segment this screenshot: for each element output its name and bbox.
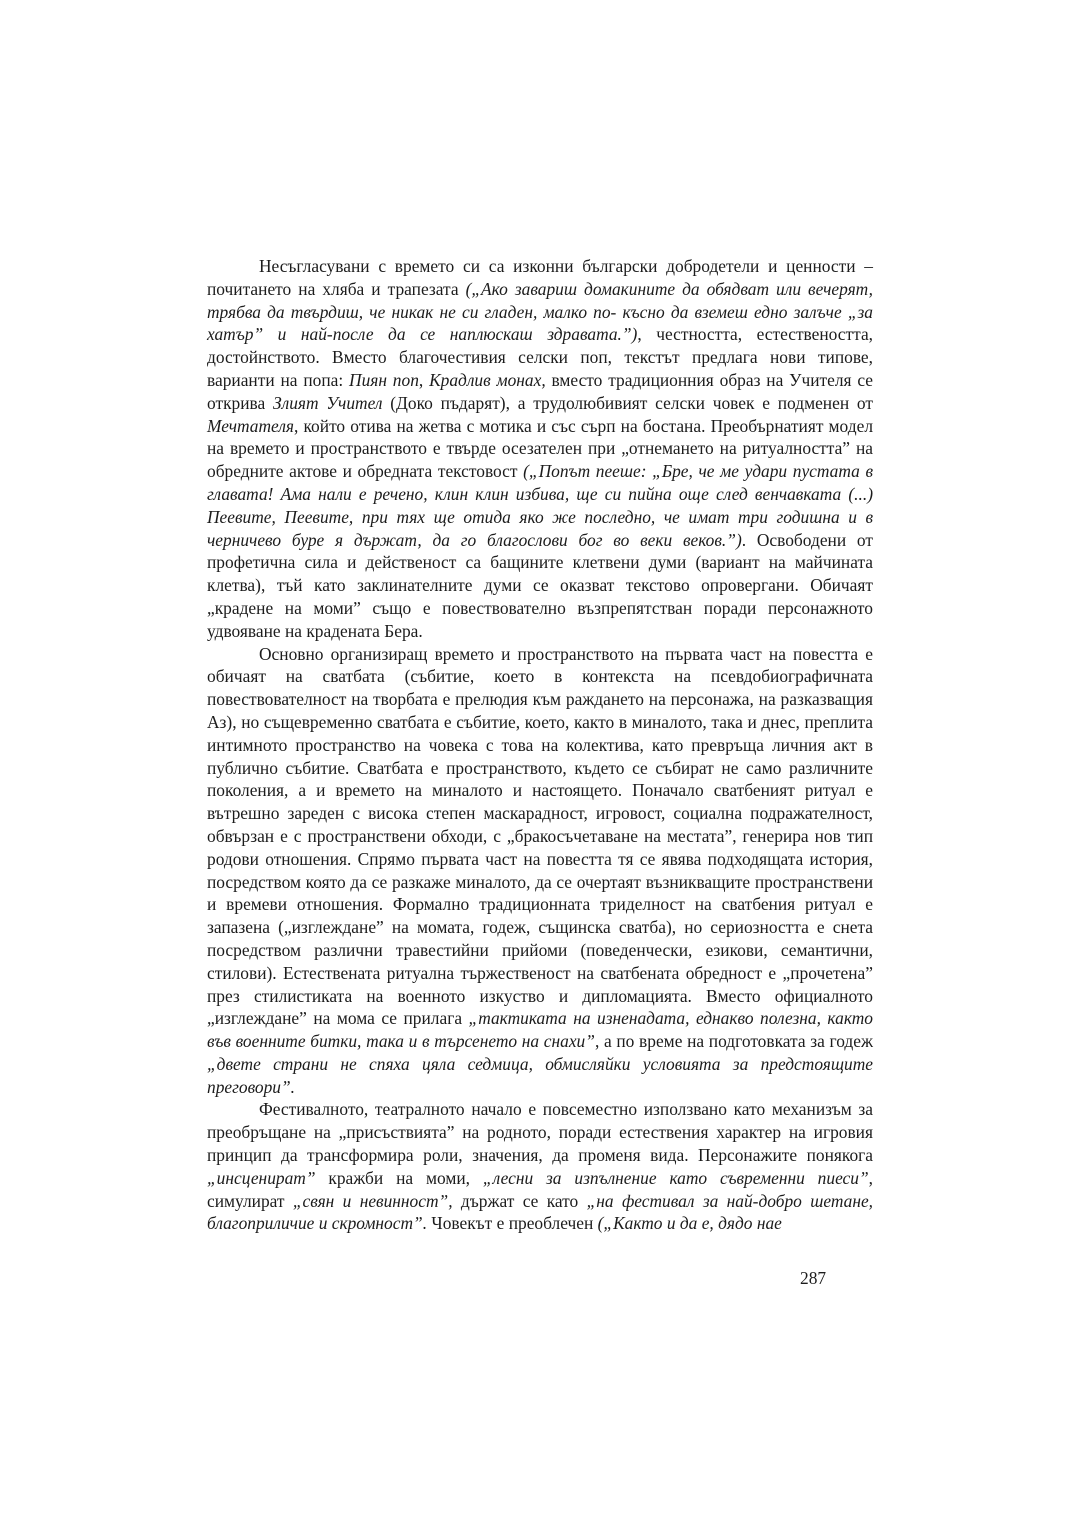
text-run: вместо традиционния образ на Учителя се открива bbox=[207, 369, 873, 413]
italic-quote: Пиян поп bbox=[349, 369, 419, 390]
text-run: Несъгласувани с времето си са изконни български добродетели и ценности – почитането на хляба и трапезата bbox=[207, 256, 873, 299]
text-run: държат се като bbox=[452, 1190, 587, 1211]
paragraph bbox=[207, 643, 873, 1099]
body-text bbox=[207, 255, 873, 1235]
text-run: , а по време на подготовката за годеж bbox=[594, 1031, 874, 1052]
page-number: 287 bbox=[800, 1268, 827, 1288]
text-run: Основно организиращ времето и пространството на първата част на повестта е обичаят на сватбата (събитие, което в контекста на псевдобиографичната повествователност на творбата е прелюдия към раждането на персонажа, на разказващия Аз), но същевременно сватбата е събитие, което, както в миналото, така и днес, преплита интимното пространство на човека с това на колектива, като превръща личния акт в публично събитие. Сватбата е пространството, където се събират не само различните поколения, а и времето на миналото и настоящето. Поначало сватбеният ритуал е вътрешно зареден с висока степен маскарадност, игровост, социална подражателност, обвързан е с пространствени обходи, с „бракосъчетаване на местата”, генерира нов тип родови отношения. Спрямо първата част на повестта тя се явява подходящата история, посредством която да се разкаже миналото, да се очертаят възникващите пространствени и времеви отношения. Формално традиционната триделност на сватбения ритуал е запазена („изглеждане” на момата, годеж, същинска сватба), но сериозността е снета посредством различни травестийни прийоми (поведенчески, езикови, семантични, стилови). Естествената ритуална тържественост на сватбената обредност е „прочетена” през стилистиката на военното изкуство и дипломацията. Вместо официалното „изглеждане” на мома се прилага bbox=[207, 643, 873, 1029]
text-run: , който отива на жетва с мотика и със сърп на бостана. Преобърнатият модел на времето и пространството е твърде осезателен при „отнемането на ритуалността” на обредните актове и обредната текстовост bbox=[207, 415, 873, 482]
italic-quote: „инсценират” bbox=[207, 1167, 316, 1188]
italic-quote: „лесни за изпълнение като съвременни пиеси” bbox=[482, 1167, 869, 1188]
text-run: , bbox=[418, 369, 430, 390]
italic-quote: „свян и невинност”, bbox=[292, 1190, 453, 1211]
paragraph bbox=[207, 255, 873, 643]
text-run: Фестивалното, театралното начало е повсеместно използвано като механизъм за преобръщане на „присъствията” на родното, поради естествения характер на игровия принцип да трансформира роли, значения, да променя вида. Персонажите понякога bbox=[207, 1099, 873, 1166]
italic-quote: „тактиката на изненадата, еднакво полезна, както във военните битки, така и в търсенето на снахи” bbox=[207, 1008, 873, 1052]
text-run: , симулират bbox=[207, 1167, 874, 1211]
italic-quote: Мечтателя bbox=[207, 415, 295, 436]
text-run: . Освободени от профетична сила и действеност са бащините клетвени думи (вариант на майчината клетва), тъй като заклинателните думи се оказват текстово опровергани. Обичаят „крадене на моми” също е повествователно възпрепятстван поради персонажното удвояване на крадената Бера. bbox=[207, 529, 873, 641]
text-run: Човекът е преоблечен bbox=[427, 1213, 598, 1234]
italic-quote: („Ако завариш домакините да обядват или вечерят, трябва да твърдиш, че никак не си гладен, малко по- късно да вземеш едно залъче „за хатър” и най-после да се наплюскаш здравата.”) bbox=[207, 278, 873, 345]
paragraph bbox=[207, 1098, 873, 1235]
italic-quote: („Попът пееше: „Бре, че ме удари пустата в главата! Ама нали е речено, клин клин избива, ще си пийна още след венчавката (...) Пеевите, Пеевите, при тях ще отида яко же последно, че имат три годишна и в черничево буре я държат, да го благослови бог во веки веков.”) bbox=[207, 461, 873, 550]
text-run: (Доко пъдарят), а трудолюбивият селски човек е подменен от bbox=[382, 392, 873, 413]
text-run: кражби на моми, bbox=[315, 1167, 483, 1188]
text-run: , честността, естествеността, достойнството. Вместо благочестивия селски поп, текстът предлага нови типове, варианти на попа: bbox=[207, 324, 874, 390]
italic-quote: („Както и да е, дядо нае bbox=[597, 1213, 782, 1234]
italic-quote: Злият Учител bbox=[273, 392, 383, 413]
italic-quote: „двете страни не спяха цяла седмица, обмисляйки условията за предстоящите преговори”. bbox=[207, 1053, 873, 1097]
italic-quote: „на фестивал за най-добро шетане, благоприличие и скромност”. bbox=[207, 1190, 874, 1234]
italic-quote: Крадлив монах, bbox=[429, 369, 546, 390]
